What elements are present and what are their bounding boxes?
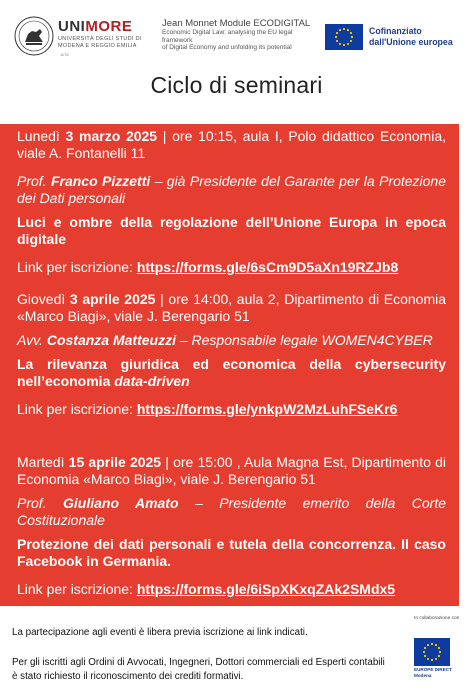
speaker-prefix: Prof. <box>17 495 47 511</box>
eu-star <box>335 36 337 38</box>
eu-star <box>438 655 440 657</box>
talk-title-italic: data-driven <box>114 373 190 389</box>
seminar-event-3 <box>17 454 446 598</box>
event-date: 3 aprile 2025 <box>69 291 156 307</box>
eu-star <box>424 647 426 649</box>
eu-star <box>339 29 341 31</box>
cofin-line-1: Cofinanziato <box>369 26 422 36</box>
eu-star <box>350 40 352 42</box>
speaker-role: – Presidente emerito della Corte Costituzionale <box>17 495 446 528</box>
talk-title: Protezione dei dati personali e tutela della concorrenza. Il caso Facebook in Germania. <box>17 536 446 569</box>
eu-star <box>343 44 345 46</box>
event-day: Lunedì <box>17 128 60 144</box>
speaker-prefix: Prof. <box>17 173 47 189</box>
event-date: 15 aprile 2025 <box>68 454 162 470</box>
eu-star <box>347 43 349 45</box>
link-label: Link per iscrizione: <box>17 401 137 417</box>
monnet-sub-1: Economic Digital Law: analysing the EU legal framework <box>162 29 293 44</box>
event-1-when <box>17 128 446 162</box>
speaker-role: – già Presidente del Garante per la Protezione dei Dati personali <box>17 173 446 206</box>
jean-monnet-module <box>162 18 322 52</box>
unimore-seal-logo <box>14 16 54 56</box>
participation-note: La partecipazione agli eventi è libera previa iscrizione ai link indicati. <box>12 627 308 638</box>
speaker-prefix: Avv. <box>17 332 43 348</box>
event-2-speaker <box>17 332 446 349</box>
eu-star <box>350 32 352 34</box>
unimore-year: 1175 <box>60 52 69 57</box>
eu-star <box>339 43 341 45</box>
europe-direct-name: EUROPE DIRECT <box>414 667 452 672</box>
europe-direct-flag-icon <box>414 638 450 666</box>
eu-star <box>336 32 338 34</box>
eu-star <box>435 644 437 646</box>
link-label: Link per iscrizione: <box>17 259 137 275</box>
unimore-name-b: MORE <box>85 18 133 35</box>
unimore-sub-1: UNIVERSITÀ DEGLI STUDI DI <box>58 36 142 42</box>
eu-star <box>427 658 429 660</box>
eu-star <box>423 651 425 653</box>
event-3-when <box>17 454 446 488</box>
speaker-name: Giuliano Amato <box>63 495 179 511</box>
event-day: Martedì <box>17 454 65 470</box>
speaker-name: Costanza Matteuzzi <box>46 332 176 348</box>
speaker-name: Franco Pizzetti <box>50 173 151 189</box>
unimore-name-a: UNI <box>58 18 86 35</box>
cofin-line-2: dall'Unione europea <box>369 36 453 47</box>
page-title: Ciclo di seminari <box>150 72 323 98</box>
eu-star <box>427 644 429 646</box>
talk-title: La rilevanza giuridica ed economica della cybersecurity nell’economia <box>17 356 446 389</box>
eu-flag-icon <box>325 24 363 50</box>
link-label: Link per iscrizione: <box>17 581 137 597</box>
seminar-panel <box>0 124 459 606</box>
eu-star <box>424 655 426 657</box>
talk-title: Luci e ombre della regolazione dell’Unione Europa in epoca digitale <box>17 214 446 247</box>
collaboration-label: In collaborazione con <box>414 616 460 621</box>
event-2-talk <box>17 356 446 390</box>
eu-star <box>438 647 440 649</box>
cofinanziato-label <box>369 26 453 47</box>
event-details: | ore 15:00 , Aula Magna Est, Dipartimento di Economia «Marco Biagi», viale J. Berengario 51 <box>17 454 446 487</box>
event-details: | ore 14:00, aula 2, Dipartimento di Economia «Marco Biagi», viale J. Berengario 51 <box>17 291 447 324</box>
registration-link[interactable]: https://forms.gle/6iSpXKxqZAk2SMdx5 <box>136 581 396 597</box>
seminar-event-1 <box>17 128 446 276</box>
registration-link[interactable]: https://forms.gle/ynkpW2MzLuhFSeKr6 <box>136 401 398 417</box>
eu-star <box>336 40 338 42</box>
event-1-speaker <box>17 173 446 207</box>
event-1-talk <box>17 214 446 248</box>
seminar-event-2 <box>17 291 446 418</box>
event-details: | ore 10:15, aula I, Polo didattico Economia, viale A. Fontanelli 11 <box>17 128 446 161</box>
event-3-link <box>17 581 446 598</box>
europe-direct-label <box>414 667 452 678</box>
event-day: Giovedì <box>17 291 66 307</box>
event-2-when <box>17 291 446 325</box>
eu-star <box>439 651 441 653</box>
event-1-link <box>17 259 446 276</box>
eu-star <box>351 36 353 38</box>
registration-link[interactable]: https://forms.gle/6sCm9D5aXn19RZJb8 <box>136 259 399 275</box>
event-3-speaker <box>17 495 446 529</box>
eu-star <box>347 29 349 31</box>
eu-star <box>431 643 433 645</box>
eu-star <box>431 659 433 661</box>
event-date: 3 marzo 2025 <box>65 128 158 144</box>
event-3-talk <box>17 536 446 570</box>
unimore-logo <box>58 19 142 57</box>
unimore-sub-2: MODENA E REGGIO EMILIA <box>58 43 137 49</box>
event-2-link <box>17 401 446 418</box>
eu-star <box>435 658 437 660</box>
credits-note: Per gli iscritti agli Ordini di Avvocati, Ingegneri, Dottori commerciali ed Esperti contabili è stato richiesto il riconoscimento dei crediti formativi. <box>12 657 385 682</box>
speaker-role: – Responsabile legale WOMEN4CYBER <box>175 332 433 348</box>
europe-direct-city: Modena <box>414 672 432 678</box>
eu-star <box>343 28 345 30</box>
monnet-title: Jean Monnet Module ECODIGITAL <box>162 18 311 29</box>
header <box>0 0 473 70</box>
monnet-sub-2: of Digital Economy and unfolding its potential <box>162 44 292 51</box>
